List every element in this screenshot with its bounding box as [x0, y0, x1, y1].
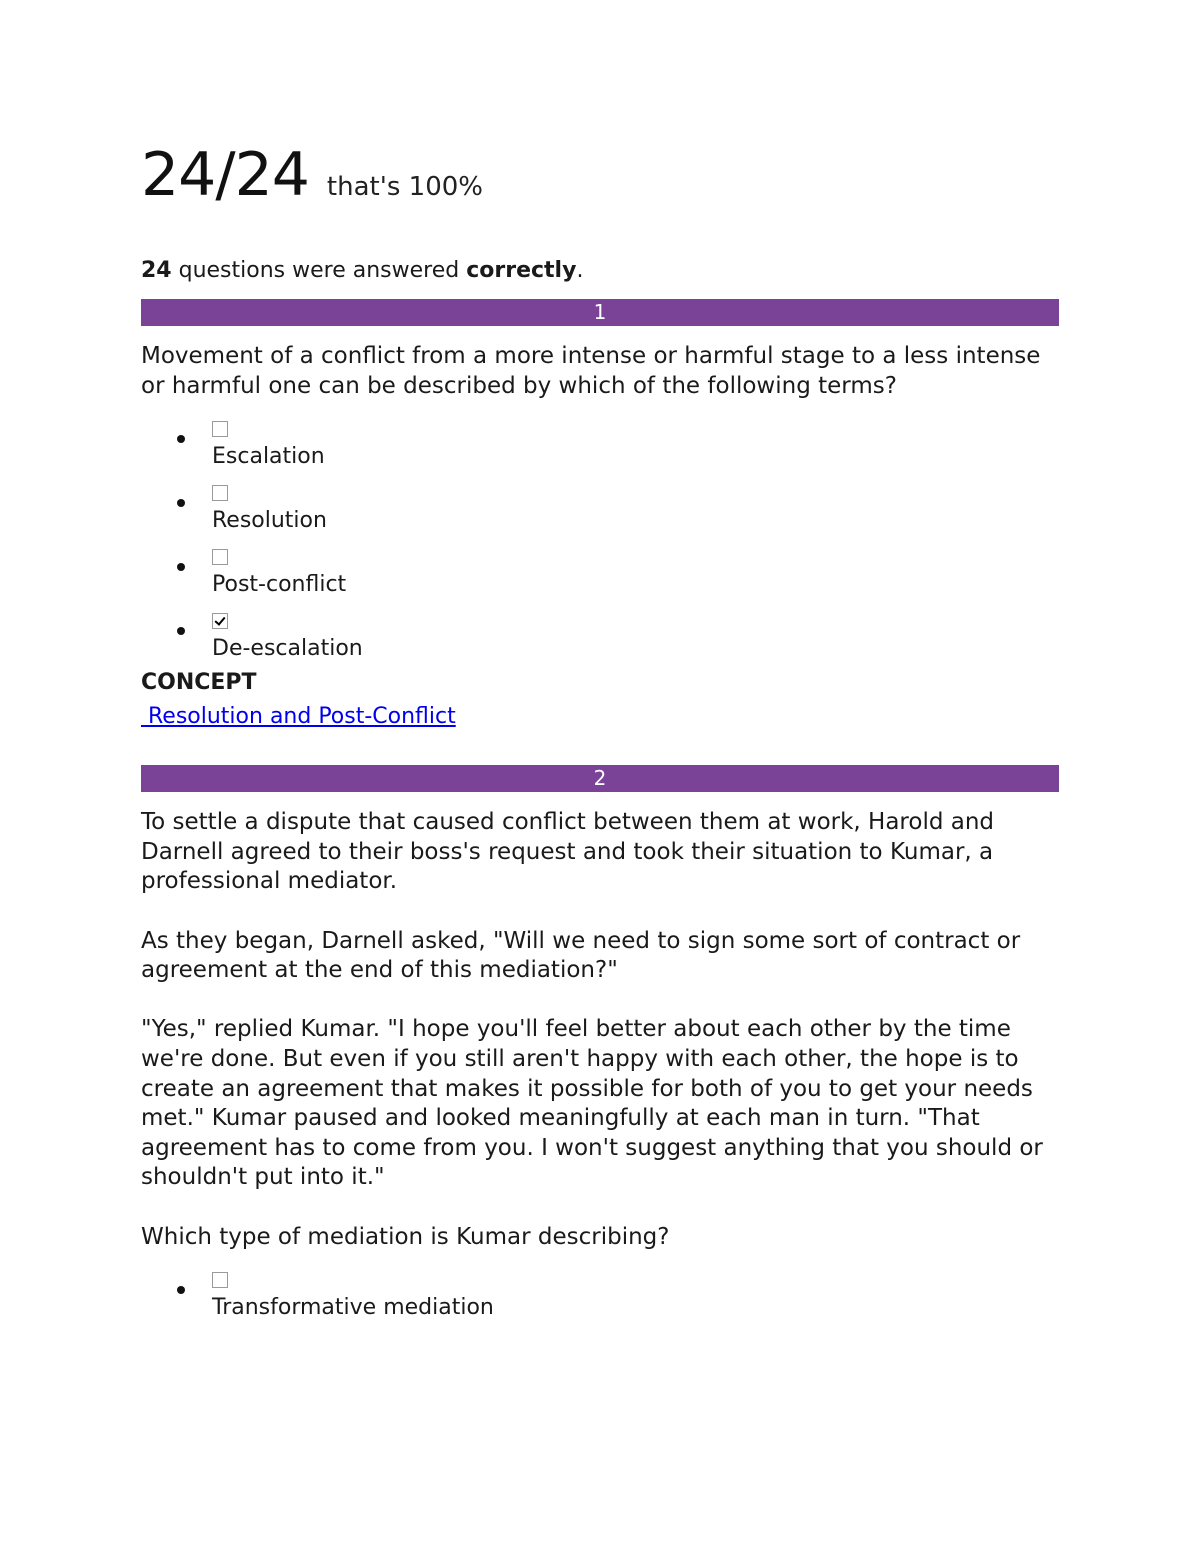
bullet	[177, 563, 185, 571]
bullet	[177, 499, 185, 507]
question-paragraph: Which type of mediation is Kumar describing?	[141, 1223, 670, 1250]
summary-end: .	[576, 258, 584, 283]
answer-label: Post-conflict	[212, 572, 347, 598]
answer-checkbox[interactable]	[212, 1272, 228, 1288]
question-text	[141, 808, 1059, 1252]
answer-checkbox[interactable]	[212, 421, 228, 437]
concept-heading: CONCEPT	[141, 670, 257, 696]
question-number-bar: 2	[141, 765, 1059, 792]
question-number-bar: 1	[141, 299, 1059, 326]
answer-options	[141, 1272, 1059, 1336]
answer-option	[141, 485, 1059, 549]
score-percent: that's 100%	[326, 172, 484, 202]
answer-option	[141, 1272, 1059, 1336]
summary-middle: questions were answered	[171, 258, 467, 283]
summary-correctly: correctly	[466, 258, 577, 283]
question-paragraph: To settle a dispute that caused conflict between them at work, Harold and Darnell agreed to their boss's request and took their situation to Kumar, a professional mediator.	[141, 809, 995, 895]
bullet	[177, 1286, 185, 1294]
answer-option	[141, 421, 1059, 485]
question-text	[141, 342, 1059, 401]
answer-label: Resolution	[212, 508, 327, 534]
score-fraction: 24/24	[141, 140, 309, 210]
answer-checkbox[interactable]	[212, 485, 228, 501]
quiz-results-page	[141, 140, 1059, 1336]
correct-count: 24	[141, 258, 172, 283]
question-paragraph: As they began, Darnell asked, "Will we need to sign some sort of contract or agreement at the end of this mediation?"	[141, 927, 1021, 984]
concept-link[interactable]: Resolution and Post-Conflict	[141, 704, 456, 730]
answer-label: Transformative mediation	[212, 1295, 494, 1321]
question-paragraph: "Yes," replied Kumar. "I hope you'll feel better about each other by the time we're done. But even if you still aren't happy with each other, the hope is to create an agreement that makes it possible for both of you to get your needs met." Kumar paused and looked meaningfully at each man in turn. "That agreement has to come from you. I won't suggest anything that you should or shouldn't put into it."	[141, 1016, 1043, 1191]
answer-options	[141, 421, 1059, 677]
results-summary	[141, 256, 1059, 286]
answer-checkbox-checked[interactable]	[212, 613, 228, 629]
score-header	[141, 140, 1059, 220]
bullet	[177, 627, 185, 635]
question-paragraph: Movement of a conflict from a more intense or harmful stage to a less intense or harmful one can be described by which of the following terms?	[141, 343, 1041, 399]
answer-checkbox[interactable]	[212, 549, 228, 565]
answer-option	[141, 613, 1059, 677]
answer-option	[141, 549, 1059, 613]
answer-label: De-escalation	[212, 636, 363, 662]
bullet	[177, 435, 185, 443]
answer-label: Escalation	[212, 444, 325, 470]
